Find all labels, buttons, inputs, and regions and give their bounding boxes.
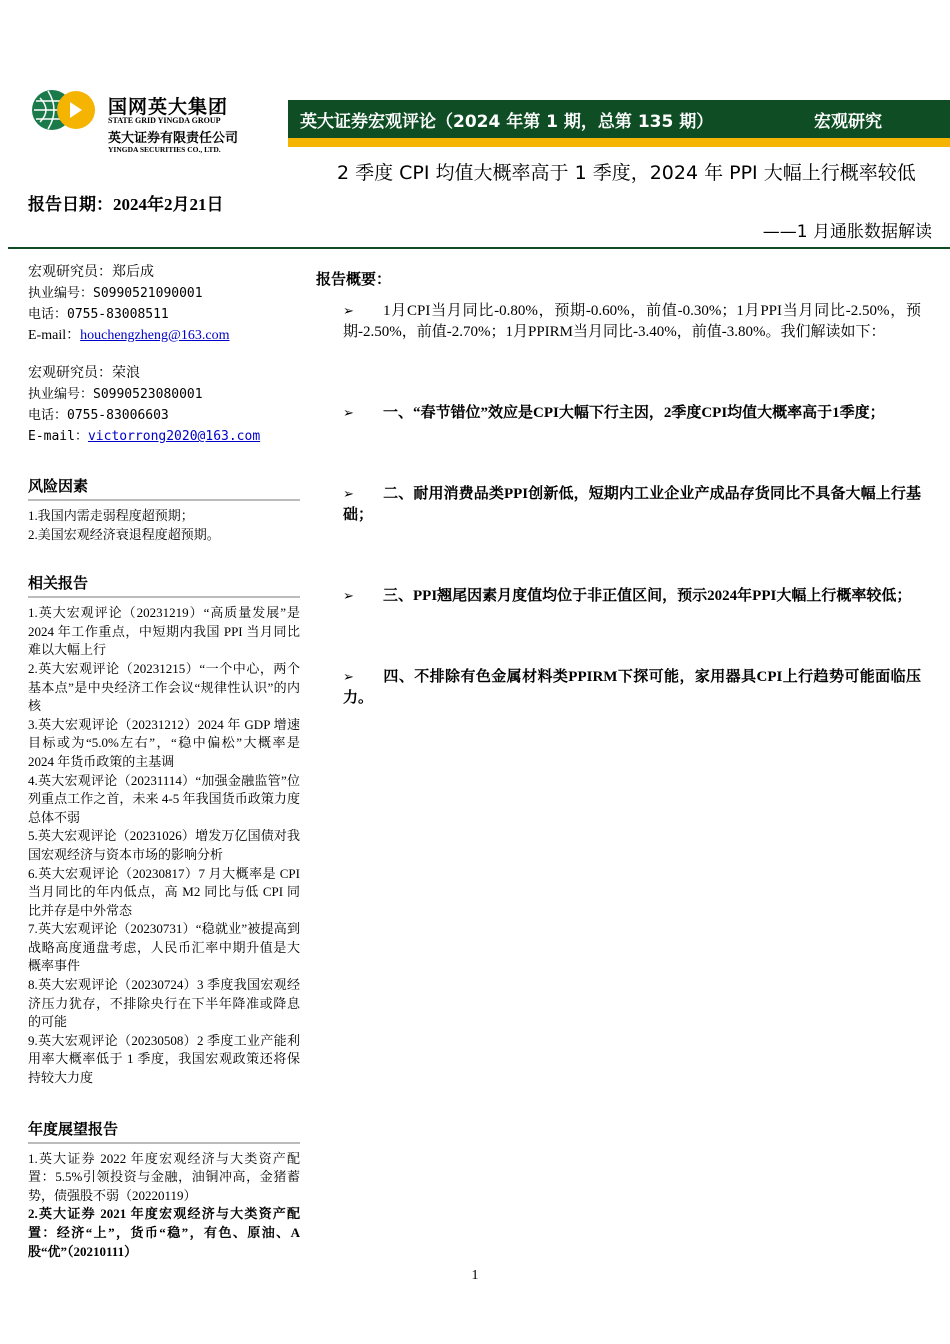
company-logo-icon	[32, 88, 96, 132]
logo-group-name-en: STATE GRID YINGDA GROUP	[108, 116, 221, 125]
annual-reports-list	[28, 1150, 300, 1262]
report-summary	[316, 268, 921, 769]
analyst-info	[28, 363, 300, 447]
related-report-item: 4.英大宏观评论（20231114）“加强金融监管”位列重点工作之首，未来 4-5 年我国货币政策力度总体不弱	[28, 772, 300, 825]
analyst-license: 执业编号：S0990523080001	[28, 387, 203, 402]
bullet-text: 四、不排除有色金属材料类PPIRM下探可能，家用器具CPI上行趋势可能面临压力。	[343, 669, 921, 706]
page-number: 1	[471, 1268, 479, 1283]
email-label: E-mail：	[28, 429, 88, 444]
header-band	[288, 100, 950, 138]
annual-report-item: 2.英大证券 2021 年度宏观经济与大类资产配置：经济“上”，货币“稳”，有色、原油、A 股“优”（20210111）	[28, 1206, 300, 1259]
header-divider	[8, 247, 950, 249]
annual-report-item: 1.英大证券 2022 年度宏观经济与大类资产配置：5.5%引领投资与金融，油铜冲高，金猪蓄势，债强股不弱（20220119）	[28, 1150, 300, 1203]
risk-item: 2.美国宏观经济衰退程度超预期。	[28, 526, 220, 542]
report-subtitle: ——1 月通胀数据解读	[762, 222, 932, 242]
logo-group-name: 国网英大集团	[108, 96, 229, 118]
logo-company-name: 英大证券有限责任公司	[108, 131, 239, 146]
related-report-item: 9.英大宏观评论（20230508）2 季度工业产能利用率大概率低于 1 季度，我国宏观政策还将保持较大力度	[28, 1032, 300, 1086]
summary-bullet	[343, 667, 921, 709]
related-report-item: 3.英大宏观评论（20231212）2024 年 GDP 增速目标或为“5.0%左右”，“稳中偏松”大概率是 2024 年货币政策的主基调	[28, 716, 300, 769]
bullet-text: 三、PPI翘尾因素月度值均位于非正值区间，预示2024年PPI大幅上行概率较低；	[383, 588, 912, 604]
analyst-phone: 电话：0755-83006603	[28, 408, 169, 423]
analyst-info	[28, 262, 300, 346]
summary-bullet	[343, 484, 921, 526]
summary-bullet	[343, 586, 921, 607]
analyst-email-link[interactable]: houchengzheng@163.com	[80, 328, 230, 343]
bullet-text: 1月CPI当月同比-0.80%，预期-0.60%，前值-0.30%；1月PPI当月同比-2.50%，预期-2.50%，前值-2.70%；1月PPIRM当月同比-3.40%，前值-3.80%。我们解读如下：	[343, 303, 921, 340]
arrow-bullet-icon: ➢	[343, 487, 354, 502]
report-date: 报告日期：2024年2月21日	[28, 195, 224, 214]
analyst-phone: 电话：0755-83008511	[28, 307, 169, 322]
report-title: 2 季度 CPI 均值大概率高于 1 季度，2024 年 PPI 大幅上行概率较低	[337, 162, 916, 184]
report-category: 宏观研究	[814, 111, 882, 132]
risk-heading: 风险因素	[28, 475, 300, 501]
arrow-bullet-icon: ➢	[343, 589, 354, 604]
annual-reports-heading: 年度展望报告	[28, 1118, 300, 1144]
related-report-item: 7.英大宏观评论（20230731）“稳就业”被提高到战略高度通盘考虑，人民币汇率中期升值是大概率事件	[28, 921, 300, 974]
risk-list	[28, 507, 300, 544]
header-accent-bar	[288, 138, 950, 147]
bullet-text: 一、“春节错位”效应是CPI大幅下行主因，2季度CPI均值大概率高于1季度；	[383, 405, 885, 421]
arrow-bullet-icon: ➢	[343, 304, 354, 319]
risk-item: 1.我国内需走弱程度超预期；	[28, 508, 194, 523]
logo-company-name-en: YINGDA SECURITIES CO., LTD.	[108, 145, 221, 154]
summary-heading: 报告概要：	[316, 270, 392, 288]
related-reports-heading: 相关报告	[28, 572, 300, 598]
series-title: 英大证券宏观评论（2024 年第 1 期，总第 135 期）	[300, 111, 714, 132]
analyst-email-link[interactable]: victorrong2020@163.com	[87, 429, 261, 444]
email-label: E-mail：	[28, 328, 81, 343]
related-report-item: 2.英大宏观评论（20231215）“一个中心，两个基本点”是中央经济工作会议“规律性认识”的内核	[28, 660, 300, 714]
bullet-text: 二、耐用消费品类PPI创新低，短期内工业企业产成品存货同比不具备大幅上行基础；	[343, 486, 921, 523]
arrow-bullet-icon: ➢	[343, 406, 354, 421]
analyst-license: 执业编号：S0990521090001	[28, 286, 203, 301]
arrow-bullet-icon: ➢	[343, 670, 354, 685]
related-report-item: 1.英大宏观评论（20231219）“高质量发展”是 2024 年工作重点，中短期内我国 PPI 当月同比难以大幅上行	[28, 605, 300, 658]
summary-bullet	[343, 301, 921, 343]
related-reports-list	[28, 604, 300, 1087]
sidebar	[28, 262, 300, 1261]
related-report-item: 6.英大宏观评论（20230817）7 月大概率是 CPI 当月同比的年内低点，高 M2 同比与低 CPI 同比并存是中外常态	[28, 865, 300, 918]
related-report-item: 5.英大宏观评论（20231026）增发万亿国债对我国宏观经济与资本市场的影响分析	[28, 828, 300, 862]
analyst-name: 宏观研究员：郑后成	[28, 265, 154, 280]
related-report-item: 8.英大宏观评论（20230724）3 季度我国宏观经济压力犹存，不排除央行在下半年降准或降息的可能	[28, 977, 300, 1030]
summary-bullet	[343, 403, 921, 424]
analyst-name: 宏观研究员：荣浪	[28, 366, 140, 381]
